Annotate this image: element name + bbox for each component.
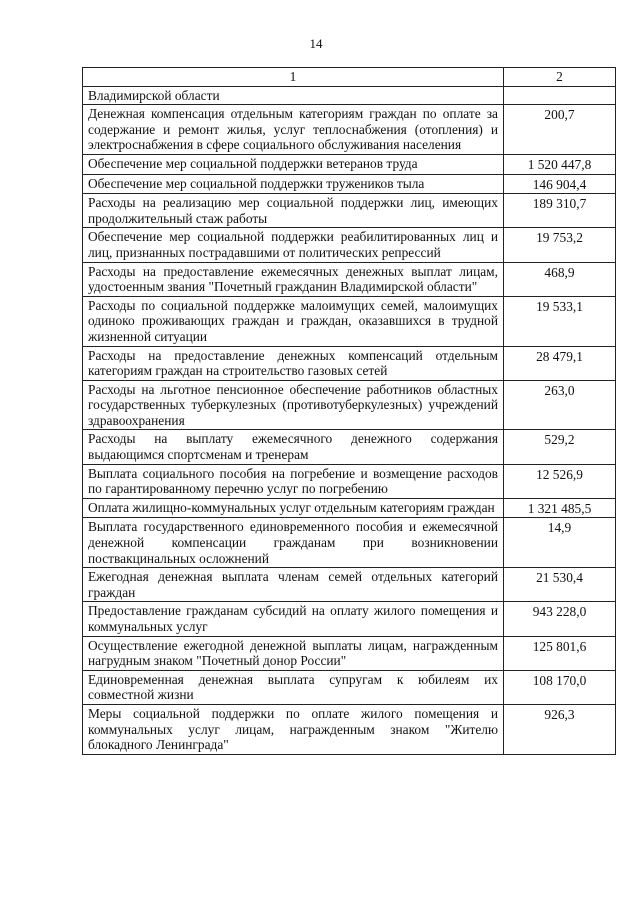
- row-amount: 21 530,4: [504, 568, 616, 602]
- row-amount: 28 479,1: [504, 346, 616, 380]
- table-row: [83, 296, 616, 346]
- row-description: Расходы на выплату ежемесячного денежного содержания выдающимся спортсменам и тренерам: [83, 430, 504, 464]
- table-row: [83, 174, 616, 194]
- row-description: Меры социальной поддержки по оплате жилого помещения и коммунальных услуг лицам, награжденным знаком "Жителю блокадного Ленинграда": [83, 704, 504, 754]
- row-amount: 943 228,0: [504, 602, 616, 636]
- row-description: Расходы на реализацию мер социальной поддержки лиц, имеющих продолжительный стаж работы: [83, 194, 504, 228]
- row-description: Расходы на льготное пенсионное обеспечение работников областных государственных туберкулезных (противотуберкулезных) учреждений здравоохранения: [83, 380, 504, 430]
- row-description: Единовременная денежная выплата супругам к юбилеям их совместной жизни: [83, 670, 504, 704]
- row-description: Предоставление гражданам субсидий на оплату жилого помещения и коммунальных услуг: [83, 602, 504, 636]
- row-amount: 146 904,4: [504, 174, 616, 194]
- row-amount: 125 801,6: [504, 636, 616, 670]
- row-amount: 1 321 485,5: [504, 498, 616, 518]
- table-row: [83, 194, 616, 228]
- row-amount: 189 310,7: [504, 194, 616, 228]
- row-amount: 14,9: [504, 518, 616, 568]
- table-row: [83, 568, 616, 602]
- page-number: 14: [309, 36, 323, 51]
- table-body: [83, 68, 616, 755]
- row-amount: 529,2: [504, 430, 616, 464]
- table-row: [83, 518, 616, 568]
- row-description: Владимирской области: [83, 86, 504, 105]
- row-amount: 19 753,2: [504, 228, 616, 262]
- row-description: Обеспечение мер социальной поддержки тружеников тыла: [83, 174, 504, 194]
- row-amount: 468,9: [504, 262, 616, 296]
- table-row: [83, 346, 616, 380]
- row-amount: [504, 86, 616, 105]
- table-row: [83, 704, 616, 754]
- row-description: Оплата жилищно-коммунальных услуг отдельным категориям граждан: [83, 498, 504, 518]
- row-description: Ежегодная денежная выплата членам семей отдельных категорий граждан: [83, 568, 504, 602]
- table-row: [83, 498, 616, 518]
- table-row: [83, 154, 616, 174]
- table-row: [83, 105, 616, 155]
- row-amount: 12 526,9: [504, 464, 616, 498]
- row-amount: 19 533,1: [504, 296, 616, 346]
- table-row: [83, 380, 616, 430]
- row-description: Осуществление ежегодной денежной выплаты лицам, награжденным нагрудным знаком "Почетный донор России": [83, 636, 504, 670]
- row-description: Расходы на предоставление денежных компенсаций отдельным категориям граждан на строительство газовых сетей: [83, 346, 504, 380]
- table-row: [83, 430, 616, 464]
- row-description: Выплата государственного единовременного пособия и ежемесячной денежной компенсации гражданам при возникновении поствакцинальных осложнений: [83, 518, 504, 568]
- row-amount: 926,3: [504, 704, 616, 754]
- table-row: [83, 602, 616, 636]
- row-description: Расходы на предоставление ежемесячных денежных выплат лицам, удостоенным звания "Почетный гражданин Владимирской области": [83, 262, 504, 296]
- row-amount: 263,0: [504, 380, 616, 430]
- row-amount: 108 170,0: [504, 670, 616, 704]
- table-row: [83, 464, 616, 498]
- row-amount: 1 520 447,8: [504, 154, 616, 174]
- row-description: Выплата социального пособия на погребение и возмещение расходов по гарантированному перечню услуг по погребению: [83, 464, 504, 498]
- table-row: [83, 636, 616, 670]
- column-header-2: 2: [504, 68, 616, 87]
- budget-table: [82, 67, 616, 755]
- table-row: [83, 670, 616, 704]
- row-description: Денежная компенсация отдельным категориям граждан по оплате за содержание и ремонт жилья, услуг теплоснабжения (отопления) и электроснабжения в сфере социального обслуживания населения: [83, 105, 504, 155]
- table-row: [83, 262, 616, 296]
- column-header-1: 1: [83, 68, 504, 87]
- row-description: Обеспечение мер социальной поддержки ветеранов труда: [83, 154, 504, 174]
- row-description: Обеспечение мер социальной поддержки реабилитированных лиц и лиц, признанных пострадавшими от политических репрессий: [83, 228, 504, 262]
- row-description: Расходы по социальной поддержке малоимущих семей, малоимущих одиноко проживающих граждан и граждан, оказавшихся в трудной жизненной ситуации: [83, 296, 504, 346]
- row-amount: 200,7: [504, 105, 616, 155]
- table-row: [83, 228, 616, 262]
- table-header-row: [83, 68, 616, 87]
- table-row: [83, 86, 616, 105]
